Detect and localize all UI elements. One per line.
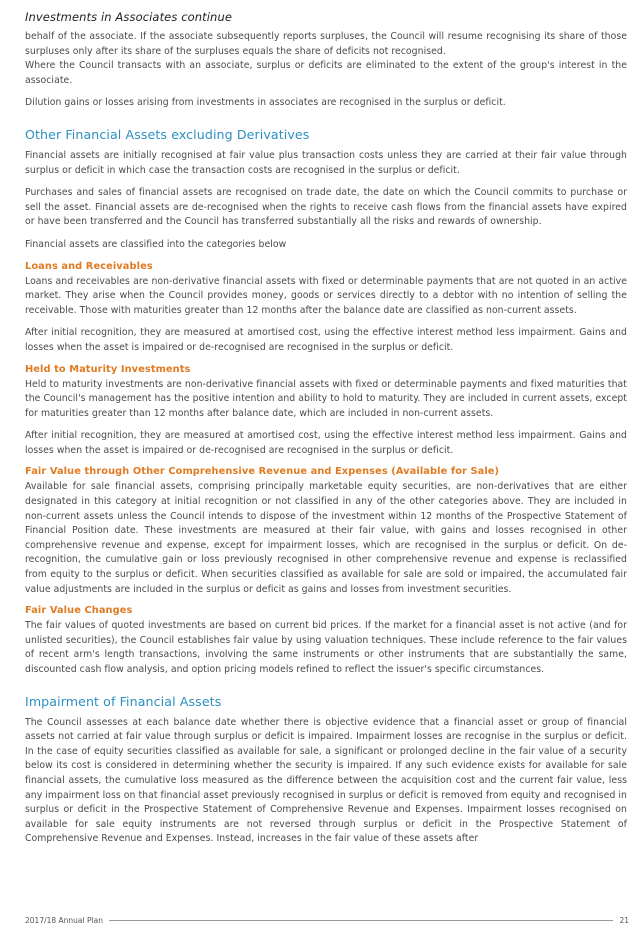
paragraph: Held to maturity investments are non-derivative financial assets with fixed or determinable payments and fixed maturities that the Council's management has the positive intention and ability to hold to maturity. They are included in current assets, except for maturities greater than 12 months after balance date, which are included in non-current assets. bbox=[25, 378, 627, 419]
subheading-fair-value-ocre: Fair Value through Other Comprehensive Revenue and Expenses (Available for Sale) bbox=[25, 466, 500, 478]
paragraph: Financial assets are initially recognised at fair value plus transaction costs unless they are carried at their fair value through surplus or deficit in which case the transaction costs are recognised in the surplus or deficit. bbox=[25, 149, 627, 176]
footer-page-number: 21 bbox=[619, 916, 629, 925]
paragraph: Available for sale financial assets, comprising principally marketable equity securities, are non-derivatives that are either designated in this category at initial recognition or not classified in any of the other categories above. They are included in non-current assets unless the Council intends to dispose of the investment within 12 months of the Prospective Statement of Financial Position date. These investments are measured at their fair value, with gains and losses recognised in other comprehensive revenue and expense, except for impairment losses, which are recognised in the surplus or deficit. On de-recognition, the cumulative gain or loss previously recognised in other comprehensive revenue and expense is reclassified from equity to the surplus or deficit. When securities classified as available for sale are sold or impaired, the accumulated fair value adjustments are included in the surplus or deficit as gains and losses from investment securities. bbox=[25, 481, 627, 595]
paragraph: The fair values of quoted investments are based on current bid prices. If the market for a financial asset is not active (and for unlisted securities), the Council establishes fair value by using valuation techniques. These include reference to the fair values of recent arm's length transactions, involving the same instruments or other instruments that are substantially the same, discounted cash flow analysis, and option pricing models refined to reflect the issuer's specific circumstances. bbox=[25, 620, 627, 675]
footer-doc-title: 2017/18 Annual Plan bbox=[25, 916, 103, 925]
subheading-held-to-maturity: Held to Maturity Investments bbox=[25, 363, 191, 375]
paragraph: Loans and receivables are non-derivative financial assets with fixed or determinable payments that are not quoted in an active market. They arise when the Council provides money, goods or services directly to a debtor with no intention of selling the receivable. Those with maturities greater than 12 months after the balance date are classified as non-current assets. bbox=[25, 275, 627, 316]
section-heading-impairment: Impairment of Financial Assets bbox=[25, 693, 222, 709]
paragraph: behalf of the associate. If the associate subsequently reports surpluses, the Council will resume recognising its share of those surpluses only after its share of the surpluses equals the share of deficits not recognised. bbox=[25, 31, 627, 57]
section-heading-other-financial-assets: Other Financial Assets excluding Derivatives bbox=[25, 126, 310, 142]
footer-rule bbox=[109, 920, 614, 921]
paragraph: Dilution gains or losses arising from investments in associates are recognised in the surplus or deficit. bbox=[25, 97, 506, 109]
running-head: Investments in Associates continue bbox=[25, 10, 233, 24]
paragraph: Where the Council transacts with an associate, surplus or deficits are eliminated to the extent of the group's interest in the associate. bbox=[25, 60, 627, 86]
paragraph: After initial recognition, they are measured at amortised cost, using the effective interest method less impairment. Gains and losses when the asset is impaired or de-recognised are recognised in the surplus or deficit. bbox=[25, 430, 627, 456]
paragraph: Financial assets are classified into the categories below bbox=[25, 238, 287, 250]
subheading-fair-value-changes: Fair Value Changes bbox=[25, 605, 133, 617]
paragraph: The Council assesses at each balance date whether there is objective evidence that a financial asset or group of financial assets not carried at fair value through surplus or deficit is impaired. Impairment losses are recognise in the surplus or deficit. In the case of equity securities classified as available for sale, a significant or prolonged decline in the fair value of a security below its cost is considered in determining whether the security is impaired. If any such evidence exists for available for sale financial assets, the cumulative loss measured as the difference between the acquisition cost and the current fair value, less any impairment loss on that financial asset previously recognised in surplus or deficit is removed from equity and recognised in surplus or deficit in the Prospective Statement of Comprehensive Revenue and Expenses. Impairment losses recognised on available for sale equity instruments are not reversed through surplus or deficit in the Prospective Statement of Comprehensive Revenue and Expenses. Instead, increases in the fair value of these assets after bbox=[25, 716, 627, 845]
page-content bbox=[25, 10, 627, 855]
paragraph: After initial recognition, they are measured at amortised cost, using the effective interest method less impairment. Gains and losses when the asset is impaired or de-recognised are recognised in the surplus or deficit. bbox=[25, 327, 627, 353]
page-footer bbox=[25, 916, 629, 925]
paragraph: Purchases and sales of financial assets are recognised on trade date, the date on which the Council commits to purchase or sell the asset. Financial assets are de-recognised when the rights to receive cash flows from the financial assets have expired or have been transferred and the Council has transferred substantially all the risks and rewards of ownership. bbox=[25, 187, 627, 228]
subheading-loans-and-receivables: Loans and Receivables bbox=[25, 260, 153, 272]
